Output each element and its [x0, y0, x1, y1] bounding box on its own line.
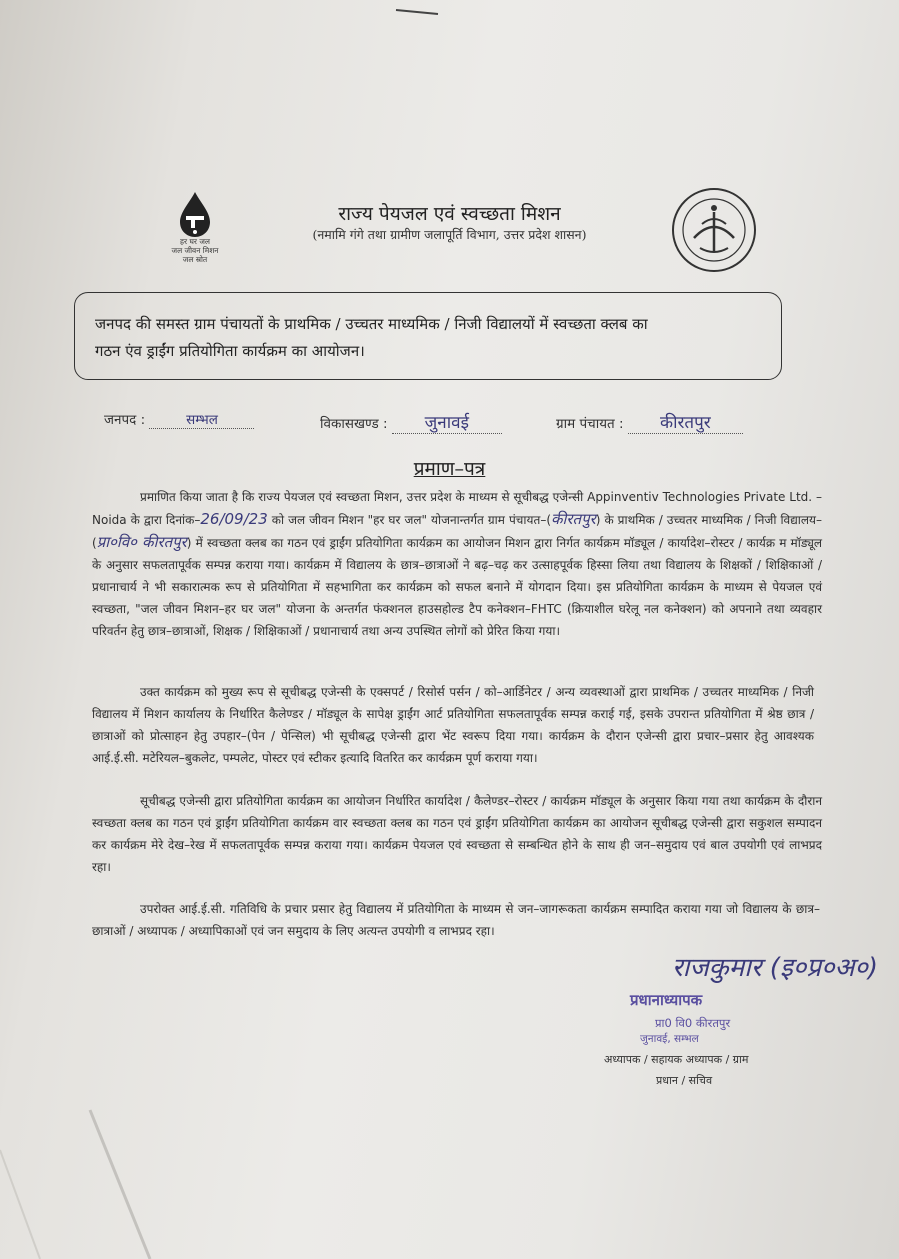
para-1-part-c: ) के प्राथमिक / उच्चतर माध्यमिक / निजी विद्यालय–( — [92, 513, 822, 550]
para-1-part-b: को जल जीवन मिशन "हर घर जल" योजनान्तर्गत ग्राम पंचायत–( — [267, 513, 551, 527]
panchayat-field — [556, 410, 743, 434]
para-2-text: उक्त कार्यक्रम को मुख्य रूप से सूचीबद्ध एजेन्सी के एक्सपर्ट / रिसोर्स पर्सन / को–आर्डिनेटर / अन्य व्यवस्थाओं द्वारा प्राथमिक / उच्चतर माध्यमिक / निजी विद्यालय में मिशन कार्यालय के निर्धारित कैलेण्डर / मॉड्यूल के सापेक्ष ड्राईंग आर्ट प्रतियोगिता सफलतापूर्वक सम्पन्न कराई गई, इसके उपरान्त प्रतियोगिता में श्रेष्ठ छात्र / छात्राओं को प्रोत्साहन हेतु उपहार–(पेन / पेन्सिल) भी सूचीबद्ध एजेन्सी द्वारा भेंट स्वरूप दिया गया। कार्यक्रम के दौरान एजेन्सी द्वारा प्रचार–प्रसार हेतु आवश्यक आई.ई.सी. मटेरियल–बुकलेट, पम्पलेट, पोस्टर एवं स्टीकर इत्यादि वितरित कर कार्यक्रम पूर्ण कराया गया। — [92, 685, 814, 765]
certificate-paragraph-4 — [92, 898, 820, 942]
block-label: विकासखण्ड : — [320, 416, 388, 432]
program-topic-box — [74, 292, 782, 380]
certificate-title: प्रमाण–पत्र — [413, 458, 486, 480]
district-value: सम्भल — [186, 412, 218, 428]
event-date-value: 26/09/23 — [200, 510, 268, 528]
stamp-district: जुनावई, सम्भल — [640, 1033, 699, 1045]
signatory-role-line-1: अध्यापक / सहायक अध्यापक / ग्राम — [604, 1053, 749, 1066]
para-1-part-a: प्रमाणित किया जाता है कि राज्य पेयजल एवं स्वच्छता मिशन, उत्तर प्रदेश के माध्यम से सूचीबद्ध एजेन्सी Appinventiv Technologies Private Ltd. – Noida के द्वारा दिनांक– — [92, 490, 822, 527]
topic-line-2: गठन एंव ड्राईंग प्रतियोगिता कार्यक्रम का आयोजन। — [95, 342, 365, 360]
header-subtitle: (नमामि गंगे तथा ग्रामीण जलापूर्ति विभाग, उत्तर प्रदेश शासन) — [312, 227, 587, 242]
para-4-text: उपरोक्त आई.ई.सी. गतिविधि के प्रचार प्रसार हेतु विद्यालय में प्रतियोगिता के माध्यम से जन–जागरूकता कार्यक्रम सम्पादित कराया गया जो विद्यालय के छात्र–छात्राओं / अध्यापक / अध्यापिकाओं एवं जन समुदाय के लिए अत्यन्त उपयोगी व लाभप्रद रहा। — [92, 902, 820, 938]
block-field — [320, 410, 502, 434]
school-name-value: प्रा०वि० कीरतपुर — [96, 533, 187, 551]
block-value: जुनावई — [424, 413, 469, 433]
signatory-role-line-2: प्रधान / सचिव — [656, 1074, 713, 1087]
district-label: जनपद : — [104, 412, 146, 428]
logo-caption-line-3: जल स्रोत — [182, 255, 208, 264]
logo-caption-line-2: जल जीवन मिशन — [171, 246, 219, 255]
topic-line-1: जनपद की समस्त ग्राम पंचायतों के प्राथमिक / उच्चतर माध्यमिक / निजी विद्यालयों में स्वच्छता क्लब का — [95, 315, 648, 333]
panchayat-value: कीरतपुर — [660, 413, 711, 433]
up-government-seal — [670, 186, 758, 274]
certificate-paragraph-2 — [92, 681, 814, 769]
panchayat-label: ग्राम पंचायत : — [556, 416, 624, 432]
stamp-school-name: प्रा0 वि0 कीरतपुर — [655, 1016, 731, 1030]
certificate-paragraph-3 — [92, 790, 822, 878]
headmaster-stamp-title: प्रधानाध्यापक — [630, 991, 703, 1009]
logo-caption-line-1: हर घर जल — [180, 237, 210, 246]
gram-panchayat-value: कीरतपुर — [551, 510, 596, 528]
district-field — [104, 410, 254, 429]
para-1-part-d: ) में स्वच्छता क्लब का गठन एवं ड्राईंग प्रतियोगिता कार्यक्रम का आयोजन मिशन द्वारा निर्गत कार्यक्रम मॉड्यूल / कार्यादेश–रोस्टर / कार्यक्र म मॉड्यूल के अनुसार सफलतापूर्वक सम्पन्न कराया गया। कार्यक्रम में विद्यालय के छात्र–छात्राओं ने बढ़–चढ़ कर उत्साहपूर्वक हिस्सा लिया तथा विद्यालय के शिक्षकों / शिक्षिकाओं / प्रधानाचार्य ने भी सकारात्मक रूप से प्रतियोगिता में सहभागिता कर कार्यक्रम को सफल बनाने में योगदान दिया। इस प्रतियोगिता कार्यक्रम के माध्यम से पेयजल एवं स्वच्छता, "जल जीवन मिशन–हर घर जल" योजना के अन्तर्गत फंक्शनल हाउसहोल्ड टैप कनेक्शन–FHTC (क्रियाशील घरेलू नल कनेक्शन) को अपनाने तथा व्यवहार परिवर्तन हेतु छात्र–छात्राओं, शिक्षक / शिक्षिकाओं / प्रधानाचार्य तथा अन्य उपस्थित लोगों को प्रेरित किया गया। — [92, 536, 822, 638]
para-3-text: सूचीबद्ध एजेन्सी द्वारा प्रतियोगिता कार्यक्रम का आयोजन निर्धारित कार्यादेश / कैलेण्डर–रोस्टर / कार्यक्रम मॉड्यूल के अनुसार किया गया तथा कार्यक्रम के दौरान स्वच्छता क्लब का गठन एवं ड्राईंग प्रतियोगिता कार्यक्रम वार स्वच्छता क्लब का गठन एवं ड्राईंग प्रतियोगिता कार्यक्रम का आयोजन सूचीबद्ध एजेन्सी द्वारा सकुशल सम्पादन कर कार्यक्रम मेरे देख–रेख में सफलतापूर्वक सम्पन्न कराया गया। कार्यक्रम पेयजल एवं स्वच्छता से सम्बन्धित होने के साथ ही जन–समुदाय एवं बाल उपयोगी एवं लाभप्रद रहा। — [92, 794, 822, 874]
handwritten-signature: राजकुमार (इ०प्र०अ०) — [672, 953, 879, 983]
certificate-paragraph-1 — [92, 486, 822, 642]
header-title: राज्य पेयजल एवं स्वच्छता मिशन — [338, 203, 561, 225]
